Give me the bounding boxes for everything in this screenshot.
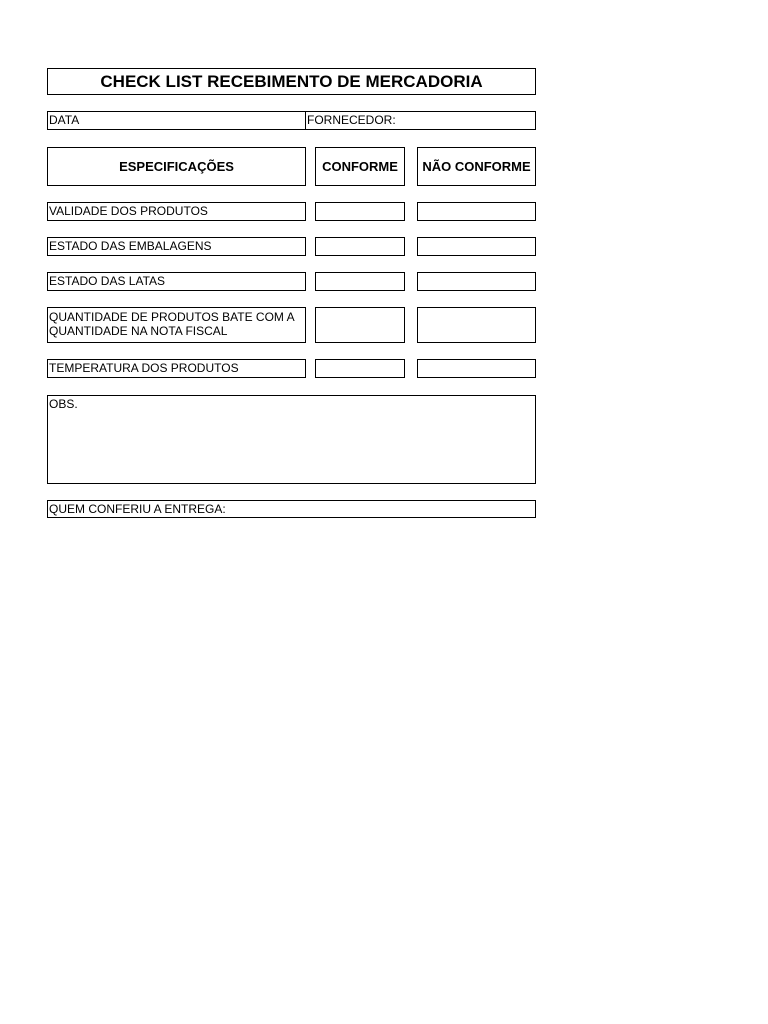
item-label-embalagens: ESTADO DAS EMBALAGENS — [49, 239, 212, 253]
conforme-checkbox-quantidade[interactable] — [315, 307, 405, 343]
conforme-checkbox-temperatura[interactable] — [315, 359, 405, 378]
conforme-checkbox-embalagens[interactable] — [315, 237, 405, 256]
nao-conforme-checkbox-temperatura[interactable] — [417, 359, 536, 378]
nao-conforme-checkbox-latas[interactable] — [417, 272, 536, 291]
item-label-quantidade-line2: QUANTIDADE NA NOTA FISCAL — [49, 324, 228, 338]
item-label-quantidade-line1: QUANTIDADE DE PRODUTOS BATE COM A — [49, 310, 295, 324]
header-conforme: CONFORME — [315, 147, 405, 186]
item-row-label — [47, 202, 306, 221]
header-specifications: ESPECIFICAÇÕES — [47, 147, 306, 186]
checked-by-field[interactable] — [47, 500, 536, 518]
item-row-label — [47, 272, 306, 291]
header-nao-conforme: NÃO CONFORME — [417, 147, 536, 186]
supplier-label: FORNECEDOR: — [307, 113, 396, 127]
supplier-field[interactable] — [305, 111, 536, 130]
item-row-label — [47, 359, 306, 378]
item-label-latas: ESTADO DAS LATAS — [49, 274, 166, 288]
form-title: CHECK LIST RECEBIMENTO DE MERCADORIA — [47, 68, 536, 95]
checked-by-label: QUEM CONFERIU A ENTREGA: — [49, 502, 226, 516]
nao-conforme-checkbox-quantidade[interactable] — [417, 307, 536, 343]
nao-conforme-checkbox-embalagens[interactable] — [417, 237, 536, 256]
conforme-checkbox-latas[interactable] — [315, 272, 405, 291]
date-field[interactable] — [47, 111, 306, 130]
obs-label: OBS. — [49, 397, 78, 411]
nao-conforme-checkbox-validade[interactable] — [417, 202, 536, 221]
conforme-checkbox-validade[interactable] — [315, 202, 405, 221]
date-label: DATA — [49, 113, 80, 127]
item-label-validade: VALIDADE DOS PRODUTOS — [49, 204, 208, 218]
item-row-label — [47, 237, 306, 256]
obs-textarea[interactable] — [47, 395, 536, 484]
item-row-label — [47, 307, 306, 343]
item-label-temperatura: TEMPERATURA DOS PRODUTOS — [49, 361, 239, 375]
